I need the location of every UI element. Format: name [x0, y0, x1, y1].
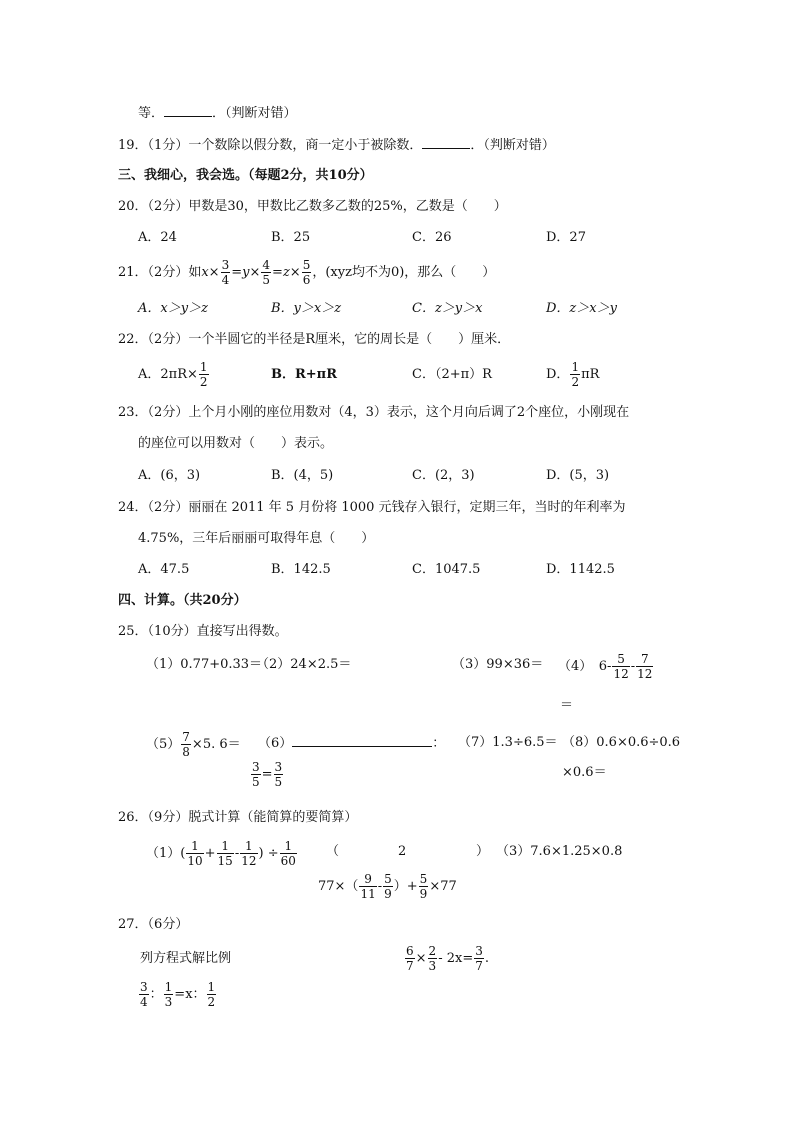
divide-sign: ÷	[267, 846, 279, 861]
q21-option-c: C．z＞y＞x	[412, 301, 483, 316]
expression-text: （4） 6-	[558, 659, 612, 674]
numerator: 3	[252, 760, 260, 774]
q19-tail: ．（判断对错）	[470, 138, 555, 153]
numerator: 1	[221, 839, 229, 853]
numerator: 1	[207, 980, 216, 994]
numerator: 5	[419, 872, 428, 886]
q20-text: （2分）甲数是30，甲数比乙数多乙数的25%，乙数是（ ）	[147, 199, 507, 214]
q23-line1: （2分）上个月小刚的座位用数对（4，3）表示，这个月向后调了2个座位，小刚现在	[147, 405, 630, 420]
q27-equation	[404, 942, 489, 976]
q21-option-b: B．y＞x＞z	[271, 301, 342, 316]
expression-text: ：	[432, 736, 446, 751]
answer-blank	[164, 104, 212, 117]
expression-text: =x：	[174, 987, 206, 1002]
q27-text: （6分）	[147, 917, 189, 932]
q27-label: 列方程式解比例	[140, 951, 232, 966]
denominator: 7	[406, 959, 414, 973]
q26-part-2-label-number: 2	[398, 844, 407, 859]
q25-part-8: （8）0.6×0.6÷0.6	[562, 735, 681, 750]
question-22	[118, 331, 510, 349]
denominator: 15	[217, 854, 233, 868]
expression-text: - 2x=	[438, 951, 474, 966]
times-sign: ×	[249, 265, 261, 280]
numerator: 3	[274, 760, 283, 774]
fraction	[251, 760, 261, 789]
minus-sign: -	[234, 846, 240, 861]
fraction	[280, 839, 297, 868]
fraction	[474, 944, 484, 973]
expression-text: )	[258, 846, 264, 861]
q24-line2: 4.75%，三年后丽丽可取得年息（ ）	[138, 531, 375, 546]
fraction	[240, 839, 257, 868]
numerator: 7	[640, 652, 649, 666]
q23-option-a: A．(6，3)	[138, 468, 201, 483]
q24-option-c: C．1047.5	[412, 562, 481, 577]
denominator: 10	[187, 854, 203, 868]
denominator: 7	[475, 959, 483, 973]
q26-text: （9分）脱式计算（能简算的要简算）	[147, 810, 358, 825]
numerator: 7	[182, 730, 190, 744]
q26-part-2-label-close: ）	[476, 844, 490, 859]
numerator: 3	[475, 944, 483, 958]
denominator: 2	[199, 375, 208, 389]
q24-number: 24．	[118, 500, 148, 515]
equals-sign: =	[261, 767, 273, 782]
fraction	[139, 980, 149, 1009]
denominator: 4	[140, 995, 148, 1009]
q25-part-8-cont: ×0.6＝	[562, 765, 607, 780]
q21-option-a: A．x＞y＞z	[138, 301, 208, 316]
numerator: 5	[617, 652, 625, 666]
q21-pre: （2分）如	[147, 265, 202, 280]
q21-var-z: z	[282, 265, 290, 280]
q21-option-d: D．z＞x＞y	[546, 301, 617, 316]
times-sign: ×	[208, 265, 220, 280]
q25-number: 25．	[118, 624, 148, 639]
question-21	[118, 258, 495, 288]
q19-number: 19．	[118, 138, 148, 153]
numerator: 1	[245, 839, 253, 853]
equals-sign: =	[231, 265, 243, 280]
q26-number: 26．	[118, 810, 148, 825]
numerator: 3	[140, 980, 148, 994]
expression-text: 77×（	[318, 879, 359, 894]
answer-blank	[292, 734, 432, 747]
q23-line2: 的座位可以用数对（ ）表示。	[138, 436, 334, 451]
question-24	[118, 499, 626, 517]
q24-line1: （2分）丽丽在 2011 年 5 月份将 1000 元钱存入银行，定期三年，当时的年利率为	[147, 500, 626, 515]
expression-text: ）+	[393, 879, 418, 894]
question-26	[118, 809, 357, 827]
denominator: 12	[637, 667, 653, 681]
numerator: 1	[284, 839, 293, 853]
q24-option-d: D．1142.5	[546, 562, 615, 577]
q21-number: 21．	[118, 265, 148, 280]
q20-option-b: B．25	[271, 230, 311, 245]
q20-number: 20．	[118, 199, 148, 214]
question-27	[118, 916, 188, 934]
q20-option-a: A．24	[138, 230, 177, 245]
fraction	[186, 839, 203, 868]
q22-option-d	[546, 360, 599, 390]
numerator: 5	[384, 872, 392, 886]
denominator: 12	[241, 854, 257, 868]
denominator: 6	[302, 273, 311, 287]
expression-text: （6）	[258, 736, 293, 751]
denominator: 5	[274, 775, 283, 789]
q21-post: ，(xyz均不为0)，那么（ ）	[312, 265, 496, 280]
numerator: 2	[428, 944, 437, 958]
q18-lead: 等．	[138, 106, 165, 121]
q23-option-b: B．(4，5)	[271, 468, 334, 483]
q22-number: 22．	[118, 332, 148, 347]
plus-sign: +	[204, 846, 216, 861]
fraction	[181, 730, 191, 759]
q25-part-6	[258, 734, 445, 753]
expression-text: （5）	[146, 737, 181, 752]
option-text: πR	[581, 367, 600, 382]
q25-part-4	[558, 652, 654, 682]
q25-part-2: （2）24×2.5＝	[256, 657, 352, 672]
expression-text: .	[484, 951, 489, 966]
q24-option-a: A．47.5	[138, 562, 190, 577]
option-text: D．	[546, 367, 570, 382]
times-sign: ×	[415, 951, 427, 966]
question-20	[118, 198, 507, 216]
q25-text: （10分）直接写出得数。	[147, 624, 288, 639]
denominator: 8	[182, 745, 190, 759]
fraction	[217, 839, 234, 868]
fraction	[636, 652, 653, 681]
denominator: 9	[384, 887, 392, 901]
q27-number: 27．	[118, 917, 148, 932]
q22-text: （2分）一个半圆它的半径是R厘米，它的周长是（ ）厘米．	[147, 332, 511, 347]
numerator: 3	[221, 258, 230, 272]
q26-part-2-label-open: （	[326, 844, 340, 859]
q25-part-1: （1）0.77+0.33＝	[146, 657, 263, 672]
answer-blank	[422, 136, 470, 149]
equals-sign: =	[272, 265, 283, 280]
section-3-heading: 三、我细心，我会选。（每题2分，共10分）	[118, 168, 373, 183]
fraction	[570, 360, 580, 389]
numerator: 1	[571, 360, 580, 374]
fraction	[302, 258, 312, 287]
numerator: 9	[364, 872, 372, 886]
q25-part-5	[146, 730, 241, 760]
numerator: 1	[199, 360, 208, 374]
fraction	[405, 944, 415, 973]
q26-part-1	[146, 838, 298, 870]
times-sign: ×	[289, 265, 301, 280]
expression-text: ×5. 6＝	[191, 737, 241, 752]
q22-option-c: C．（2+π）R	[412, 367, 492, 382]
fraction	[428, 944, 438, 973]
fraction	[419, 872, 429, 901]
option-text: A．2πR×	[138, 367, 198, 382]
question-25	[118, 623, 288, 641]
q20-option-d: D．27	[546, 230, 586, 245]
numerator: 5	[302, 258, 311, 272]
numerator: 1	[164, 980, 173, 994]
q23-option-d: D．(5，3)	[546, 468, 610, 483]
fraction	[199, 360, 209, 389]
q27-proportion	[138, 978, 217, 1012]
denominator: 2	[571, 375, 580, 389]
fraction	[164, 980, 174, 1009]
question-23	[118, 404, 629, 422]
denominator: 9	[419, 887, 428, 901]
q23-option-c: C．(2，3)	[412, 468, 475, 483]
numerator: 6	[406, 944, 414, 958]
numerator: 4	[262, 258, 271, 272]
denominator: 5	[252, 775, 260, 789]
q22-option-a	[138, 360, 210, 390]
section-4-heading: 四、计算。（共20分）	[118, 593, 247, 608]
denominator: 2	[207, 995, 216, 1009]
colon-sign: ：	[149, 987, 163, 1002]
q25-part-4-equals: ＝	[560, 698, 574, 713]
fraction	[207, 980, 217, 1009]
q21-var-y: y	[242, 265, 250, 280]
denominator: 60	[280, 854, 296, 868]
fraction	[359, 872, 376, 901]
q18-tail: ．（判断对错）	[212, 106, 297, 121]
expression-text: ×77	[429, 879, 457, 894]
fraction	[612, 652, 629, 681]
fraction	[261, 258, 271, 287]
expression-text: （1）(	[146, 846, 186, 861]
denominator: 3	[164, 995, 173, 1009]
q23-number: 23．	[118, 405, 148, 420]
q26-part-3: （3）7.6×1.25×0.8	[496, 844, 623, 859]
q18-tail-line	[138, 104, 297, 123]
fraction	[221, 258, 231, 287]
denominator: 5	[262, 273, 271, 287]
fraction	[274, 760, 284, 789]
denominator: 11	[360, 887, 376, 901]
denominator: 12	[613, 667, 629, 681]
q24-option-b: B．142.5	[271, 562, 331, 577]
numerator: 1	[191, 839, 199, 853]
fraction	[383, 872, 393, 901]
q26-part-2	[318, 870, 457, 904]
q21-var-x: x	[201, 265, 209, 280]
minus-sign: -	[377, 879, 383, 894]
question-19	[118, 136, 555, 155]
q25-part-6-expression	[250, 760, 284, 790]
q20-option-c: C．26	[412, 230, 452, 245]
q19-text: （1分）一个数除以假分数，商一定小于被除数．	[147, 138, 423, 153]
minus-sign: -	[630, 659, 636, 674]
denominator: 4	[221, 273, 230, 287]
denominator: 3	[428, 959, 437, 973]
q22-option-b: B．R+πR	[271, 367, 338, 382]
q25-part-3: （3）99×36＝	[452, 657, 544, 672]
q25-part-7: （7）1.3÷6.5＝	[458, 735, 558, 750]
